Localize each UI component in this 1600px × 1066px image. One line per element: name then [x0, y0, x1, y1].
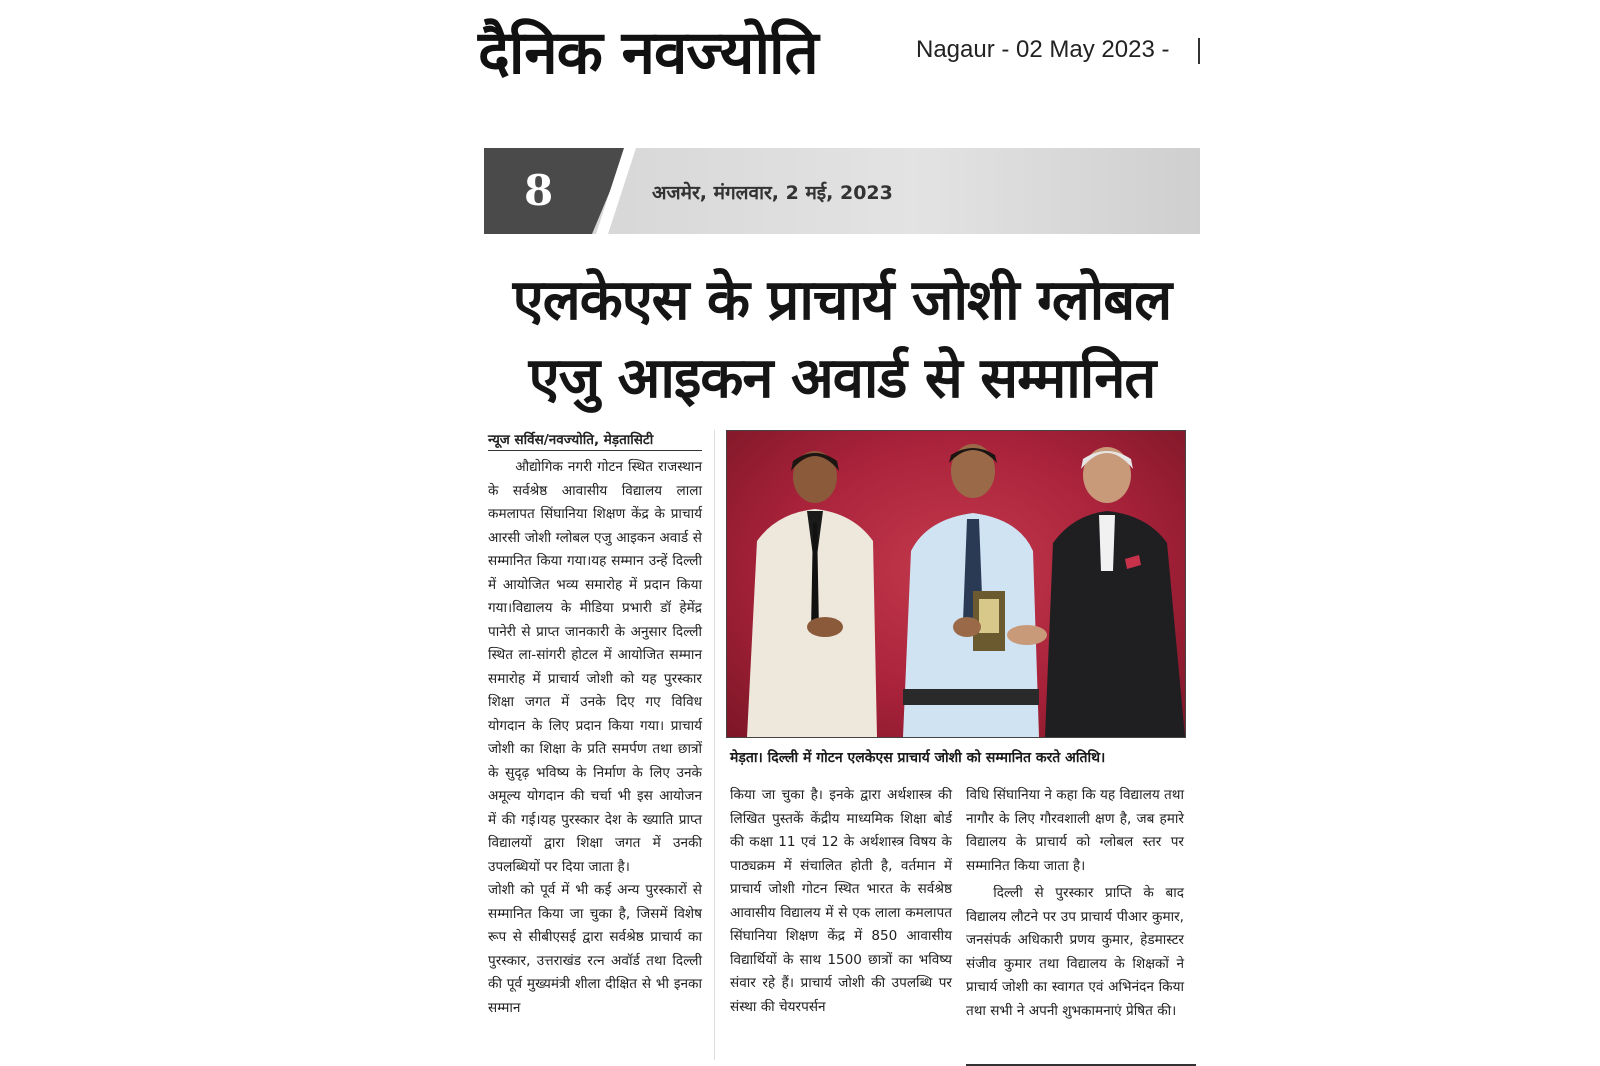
newspaper-masthead: दैनिक नवज्योति — [478, 18, 818, 88]
article-column-2 — [730, 784, 952, 1019]
article-column-1 — [488, 456, 702, 1020]
page-number: 8 — [524, 166, 554, 215]
headline-line-2: एजु आइकन अवार्ड से सम्मानित — [528, 346, 1156, 411]
photo-caption: मेड़ता। दिल्ली में गोटन एलकेएस प्राचार्य जोशी को सम्मानित करते अतिथि। — [730, 750, 1106, 766]
bottom-rule — [966, 1064, 1196, 1066]
column-divider — [714, 430, 715, 1060]
headline-line-1: एलकेएस के प्राचार्य जोशी ग्लोबल — [512, 268, 1172, 333]
edition-date: Nagaur - 02 May 2023 - — [916, 36, 1170, 63]
award-ceremony-photo — [726, 430, 1186, 738]
article-column-3 — [966, 784, 1184, 1023]
person-left — [747, 451, 877, 737]
paragraph: औद्योगिक नगरी गोटन स्थित राजस्थान के सर्वश्रेष्ठ आवासीय विद्यालय लाला कमलापत सिंघानिया शिक्षण केंद्र के प्राचार्य आरसी जोशी ग्लोबल एजु आइकन अवार्ड से सम्मानित किया गया।यह सम्मान उन्हें दिल्ली में आयोजित भव्य समारोह में प्रदान किया गया।विद्यालय के मीडिया प्रभारी डॉ हेमेंद्र पानेरी से प्राप्त जानकारी के अनुसार दिल्ली स्थित ला-सांगरी होटल में आयोजित सम्मान समारोह में प्राचार्य जोशी को यह पुरस्कार शिक्षा जगत में उनके दिए गए विविध योगदान के लिए प्रदान किया गया। प्राचार्य जोशी का शिक्षा के प्रति समर्पण तथा छात्रों के सुदृढ़ भविष्य के निर्माण के लिए उनके अमूल्य योगदान की चर्चा भी इस आयोजन में की गई।यह पुरस्कार देश के ख्याति प्राप्त विद्यालयों द्वारा शिक्षा जगत में उनकी उपलब्धियों पर दिया जाता है। — [488, 459, 702, 875]
person-middle — [903, 444, 1039, 737]
paragraph: विधि सिंघानिया ने कहा कि यह विद्यालय तथा नागौर के लिए गौरवशाली क्षण है, जब हमारे विद्यालय के प्राचार्य को ग्लोबल स्तर पर सम्मानित किया जाता है। — [966, 787, 1184, 874]
paragraph: जोशी को पूर्व में भी कई अन्य पुरस्कारों से सम्मानित किया जा चुका है, जिसमें विशेष रूप से सीबीएसई द्वारा सर्वश्रेष्ठ प्राचार्य का पुरस्कार, उत्तराखंड रत्न अवॉर्ड तथा दिल्ली की पूर्व मुख्यमंत्री शीला दीक्षित से भी इनका सम्मान — [488, 882, 702, 1016]
photo-illustration — [727, 431, 1185, 737]
edition-divider — [1198, 38, 1200, 64]
article-headline — [484, 262, 1200, 418]
page-dateline: अजमेर, मंगलवार, 2 मई, 2023 — [652, 182, 893, 204]
article-byline: न्यूज सर्विस/नवज्योति, मेड़तासिटी — [488, 430, 702, 451]
paragraph: किया जा चुका है। इनके द्वारा अर्थशास्त्र की लिखित पुस्तकें केंद्रीय माध्यमिक शिक्षा बोर्ड की कक्षा 11 एवं 12 के अर्थशास्त्र विषय के पाठ्यक्रम में संचालित होती है, वर्तमान में प्राचार्य जोशी गोटन स्थित भारत के सर्वश्रेष्ठ आवासीय विद्यालय में से एक लाला कमलापत सिंघानिया शिक्षण केंद्र में 850 आवासीय विद्यार्थियों के साथ 1500 छात्रों का भविष्य संवार रहे हैं। प्राचार्य जोशी की उपलब्धि पर संस्था की चेयरपर्सन — [730, 787, 952, 1015]
paragraph: दिल्ली से पुरस्कार प्राप्ति के बाद विद्यालय लौटने पर उप प्राचार्य पीआर कुमार, जनसंपर्क अधिकारी प्रणय कुमार, हेडमास्टर संजीव कुमार तथा विद्यालय के शिक्षकों ने प्राचार्य जोशी का स्वागत एवं अभिनंदन किया तथा सभी ने अपनी शुभकामनाएं प्रेषित की। — [966, 885, 1184, 1019]
